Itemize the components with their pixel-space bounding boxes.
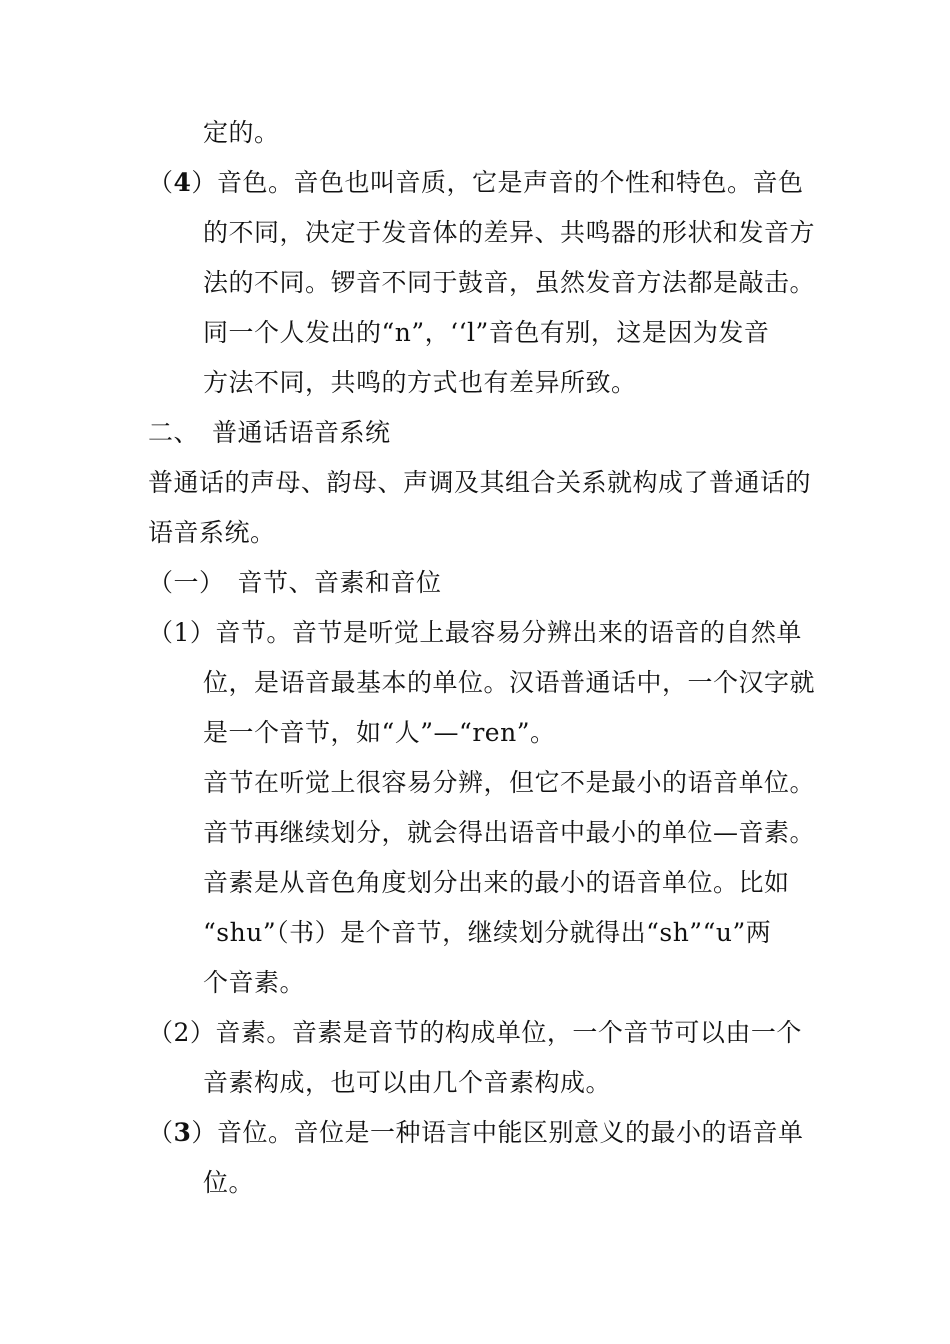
paragraph-line [203, 1168, 254, 1198]
paragraph-line [203, 918, 771, 948]
line-text: 音素是从音色角度划分出来的最小的语音单位。比如 [203, 868, 790, 897]
heading-text: （一） 音节、音素和音位 [148, 568, 442, 597]
line-text: （2）音素。音素是音节的构成单位，一个音节可以由一个 [148, 1018, 802, 1047]
line-text: 同一个人发出的“n”，‘‘l”音色有别，这是因为发音 [203, 318, 770, 347]
line-text: 语音系统。 [148, 518, 276, 547]
paragraph-line [203, 268, 815, 298]
line-text: “shu”（书）是个音节，继续划分就得出“sh”“u”两 [203, 918, 772, 947]
list-item-4-line [148, 168, 803, 198]
paragraph-line [203, 218, 815, 248]
paragraph-line [203, 818, 815, 848]
line-text: 音节在听觉上很容易分辨，但它不是最小的语音单位。 [203, 768, 816, 797]
line-text: 个音素。 [203, 968, 306, 997]
list-marker-number: 3 [173, 1118, 192, 1147]
line-text: 位，是语音最基本的单位。汉语普通话中，一个汉字就 [203, 668, 816, 697]
paragraph-line [203, 318, 769, 348]
paragraph-line [203, 718, 555, 748]
line-text: 法的不同。锣音不同于鼓音，虽然发音方法都是敲击。 [203, 268, 816, 297]
list-marker-close: ） [191, 1118, 217, 1147]
line-text: 音节再继续划分，就会得出语音中最小的单位—音素。 [203, 818, 816, 847]
list-item-1-line [148, 618, 802, 648]
paragraph-line [203, 868, 790, 898]
list-item-3-line [148, 1118, 803, 1148]
line-text: 方法不同，共鸣的方式也有差异所致。 [203, 368, 637, 397]
paragraph-line [203, 768, 815, 798]
list-marker-close: ） [191, 168, 217, 197]
paragraph-line [203, 118, 280, 148]
list-marker-open: （ [148, 1118, 174, 1147]
list-item-2-line [148, 1018, 802, 1048]
section-heading [148, 418, 391, 448]
list-marker-open: （ [148, 168, 174, 197]
line-text: 音位。音位是一种语言中能区别意义的最小的语音单 [216, 1118, 804, 1147]
subsection-heading [148, 568, 442, 598]
paragraph-line [203, 368, 637, 398]
paragraph-line [203, 968, 305, 998]
line-text: 位。 [203, 1168, 255, 1197]
line-text: 音素构成，也可以由几个音素构成。 [203, 1068, 612, 1097]
heading-text: 二、 普通话语音系统 [148, 418, 391, 447]
line-text: 定的。 [203, 118, 280, 147]
line-text: （1）音节。音节是听觉上最容易分辨出来的语音的自然单 [148, 618, 802, 647]
line-text: 是一个音节，如“人”—“ren”。 [203, 718, 556, 747]
line-text: 普通话的声母、韵母、声调及其组合关系就构成了普通话的 [148, 468, 812, 497]
paragraph-line [148, 518, 276, 548]
paragraph-line [148, 468, 811, 498]
paragraph-line [203, 668, 815, 698]
line-text: 音色。音色也叫音质，它是声音的个性和特色。音色 [216, 168, 804, 197]
list-marker-number: 4 [173, 168, 192, 197]
line-text: 的不同，决定于发音体的差异、共鸣器的形状和发音方 [203, 218, 816, 247]
paragraph-line [203, 1068, 611, 1098]
